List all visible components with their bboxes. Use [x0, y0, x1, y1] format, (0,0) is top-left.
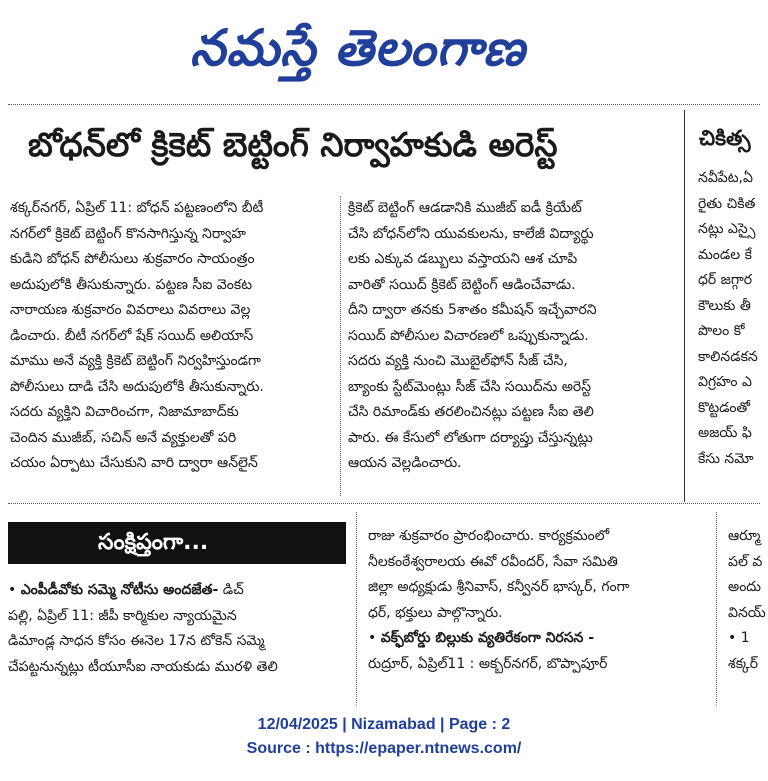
article-text-line: నారాయణ శుక్రవారం వివరాలు వివరాలు వెల్ల	[10, 302, 251, 318]
masthead-logo: నమస్తే తెలంగాణ	[190, 19, 526, 77]
side-text-line: అజయ్ ఫి	[698, 425, 752, 441]
article-text-line: వారితో సయిద్ క్రికెట్ బెట్టింగ్ ఆడించేవాడు.	[348, 276, 576, 293]
brief-text-line: పల్లి, ఏప్రిల్ 11: జీపీ కార్మికుల న్యాయమైన	[8, 607, 237, 624]
main-headline: బోధన్‌లో క్రికెట్ బెట్టింగ్ నిర్వాహకుడి అరెస్ట్	[28, 125, 558, 164]
mid-divider	[8, 503, 760, 504]
brief-text-line: పల్ వ	[728, 553, 763, 570]
footer-source-line: Source : https://epaper.ntnews.com/	[246, 740, 522, 757]
article-text-line: అదుపులోకి తీసుకున్నారు. పట్టణ సీఐ వెంకట	[10, 276, 253, 293]
briefs-column-2	[368, 524, 702, 706]
column-divider	[716, 512, 717, 707]
article-text-line: డించారు. బీటీ నగర్‌లో షేక్ సయిద్ అలియాస్	[10, 327, 254, 344]
brief-text-line: ధర్, భక్తులు పాల్గొన్నారు.	[368, 604, 503, 621]
masthead	[0, 0, 768, 100]
article-text-line: లకు ఎక్కువ డబ్బులు వస్తాయని ఆశ చూపి	[348, 251, 578, 267]
article-text-line: క్రికెట్ బెట్టింగ్ ఆడడానికి ముజీబ్ ఐడీ క్రియేట్	[348, 200, 582, 216]
brief-text-line: డిమాండ్ల సాధన కోసం ఈనెల 17న టోకెన్ సమ్మె	[8, 633, 265, 649]
column-divider	[684, 110, 685, 502]
article-text-line: కుడిని బోధన్ పోలీసులు శుక్రవారం సాయంత్రం	[10, 251, 255, 267]
footer-date-line: 12/04/2025 | Nizamabad | Page : 2	[257, 716, 511, 733]
side-text-line: మండల కే	[698, 246, 752, 263]
side-text-line: ధర్ జగ్గార	[698, 272, 753, 288]
brief-item-2-title: వక్ఫ్‌బోర్డు బిల్లుకు వ్యతిరేకంగా నిరసన -	[380, 630, 595, 646]
brief-text-line: జిల్లా అధ్యక్షుడు శ్రీనివాస్, కన్వీనర్ భాస్కర్, గంగా	[368, 579, 630, 595]
briefs-column-3	[728, 524, 768, 706]
brief-text-line: రుద్రూర్, ఏప్రిల్11 : అక్బర్‌నగర్, బొప్పాపూర్	[368, 655, 608, 672]
brief-text-line: ఆర్మూ	[728, 528, 761, 544]
brief-text-line: శక్కర్	[728, 655, 759, 672]
brief-text-line: • 1	[728, 630, 750, 646]
article-text-line: శక్కర్‌నగర్, ఏప్రిల్ 11: బోధన్ పట్టణంలోని బీటీ	[10, 200, 264, 216]
side-headline: చికిత్స	[699, 126, 751, 150]
side-text-line: నవీపేట,ఏ	[698, 170, 753, 186]
article-text-line: ఆయన వెల్లడించారు.	[348, 455, 462, 471]
article-text-line: పారు. ఈ కేసులో లోతుగా దర్యాప్తు చేస్తున్నట్లు	[348, 429, 593, 446]
article-text-line: సదరు వ్యక్తి నుంచి మొబైల్‌ఫోన్ సీజ్ చేసి,	[348, 353, 568, 369]
article-text-line: దీని ద్వారా తనకు 5శాతం కమీషన్ ఇచ్చేవారని	[348, 302, 597, 318]
side-text-line: పొలం కో	[698, 323, 745, 339]
side-text-line: కౌలుకు తీ	[698, 297, 751, 314]
brief-item-2-heading: • వక్ఫ్‌బోర్డు బిల్లుకు వ్యతిరేకంగా నిరసన -	[368, 630, 595, 646]
side-article-body	[698, 166, 768, 500]
brief-text-line: అందు	[728, 579, 762, 595]
article-text-line: సయిద్ పోలీసుల విచారణలో ఒప్పుకున్నాడు.	[348, 327, 589, 344]
side-text-line: విగ్రహం ఎ	[698, 374, 752, 390]
bottom-fade	[0, 702, 768, 712]
article-column-2	[348, 196, 670, 496]
side-text-line: రైతు చికిత	[698, 195, 756, 212]
top-divider	[8, 104, 760, 105]
brief-text-line: వినయ్	[728, 604, 766, 621]
briefs-column-1	[8, 578, 346, 706]
article-text-line: చేసి రిమాండ్‌కు తరలించినట్లు పట్టణ సీఐ తెలి	[348, 404, 594, 420]
side-text-line: నట్లు ఎస్సై	[698, 221, 756, 237]
article-text-line: మాము అనే వ్యక్తి క్రికెట్ బెట్టింగ్ నిర్వహిస్తుండగా	[10, 353, 261, 369]
article-text-line: చయం ఏర్పాటు చేసుకుని వారి ద్వారా ఆన్‌లైన్	[10, 455, 258, 471]
article-text-line: చెందిన ముజీబ్, సచిన్ అనే వ్యక్తులతో పరి	[10, 429, 237, 446]
article-column-1	[10, 196, 332, 496]
brief-text-line: రాజు శుక్రవారం ప్రారంభించారు. కార్యక్రమంలో	[368, 528, 610, 544]
column-divider	[356, 512, 357, 707]
brief-item-1-heading: • ఎంపీడీవోకు సమ్మె నోటీసు అందజేత- డిచ్	[8, 582, 244, 598]
article-text-line: బ్యాంకు స్టేట్‌మెంట్లు సీజ్ చేసి సయిద్‌ను అరెస్ట్	[348, 378, 592, 395]
side-text-line: కేసు నమో	[698, 450, 754, 467]
side-text-line: కాలినడకన	[698, 348, 758, 365]
side-text-line: కొట్టడంతో	[698, 399, 751, 416]
column-divider	[340, 196, 341, 496]
article-text-line: పోలీసులు దాడి చేసి అదుపులోకి తీసుకున్నారు.	[10, 378, 264, 395]
article-text-line: సదరు వ్యక్తిని విచారించగా, నిజామాబాద్‌కు	[10, 404, 239, 420]
brief-text-line: చేపట్టనున్నట్లు టీయూసీఐ నాయకుడు మురళి తెలి	[8, 658, 278, 675]
briefs-title: సంక్షిప్తంగా...	[98, 530, 209, 555]
article-text-line: నగర్‌లో క్రికెట్ బెట్టింగ్ కొనసాగిస్తున్న నిర్వాహ	[10, 225, 246, 242]
brief-text-line: నీలకంఠేశ్వరాలయ ఈవో రవీందర్, సేవా సమితి	[368, 553, 618, 570]
article-text-line: చేసి బోధన్‌లోని యువకులను, కాలేజీ విద్యార్థు	[348, 225, 594, 242]
